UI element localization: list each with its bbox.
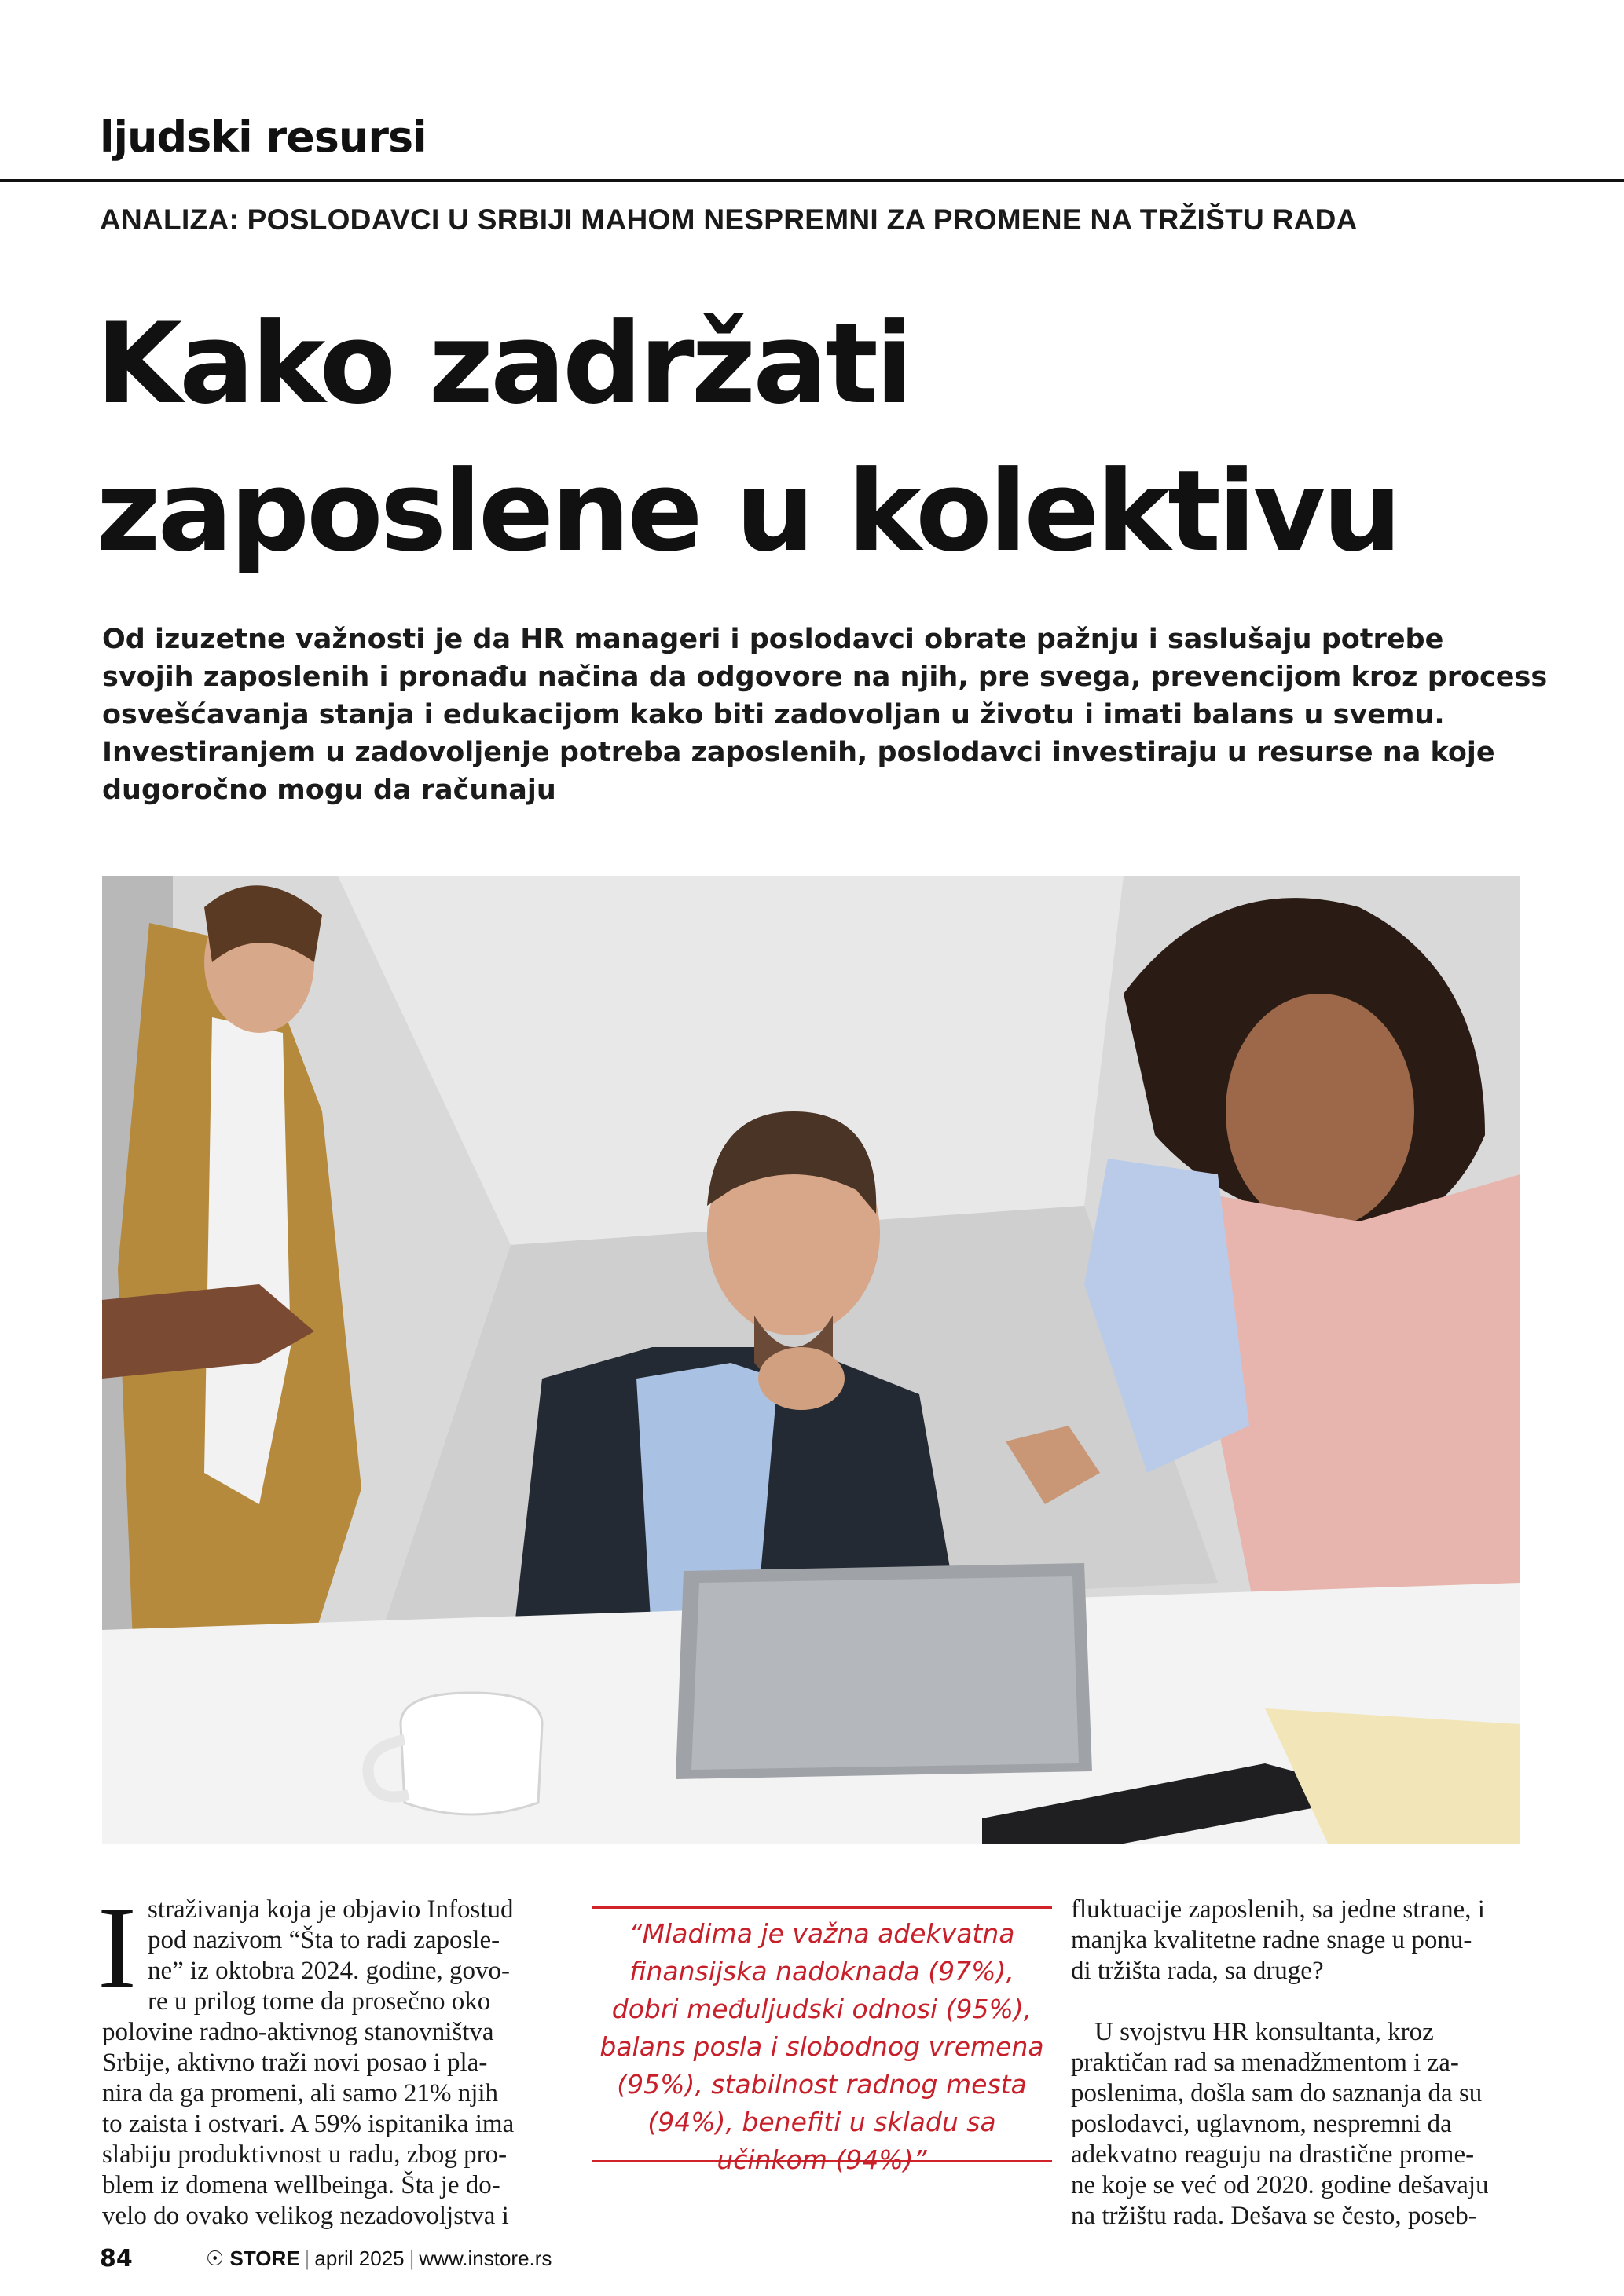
quote-line: (94%), benefiti u skladu sa bbox=[647, 2107, 996, 2137]
body-line: praktičan rad sa menadžmentom i za- bbox=[1071, 2049, 1459, 2077]
quote-line: “Mladima je važna adekvatna bbox=[629, 1918, 1015, 1949]
footer-info bbox=[206, 2247, 552, 2271]
kicker: ANALIZA: POSLODAVCI U SRBIJI MAHOM NESPREMNI ZA PROMENE NA TRŽIŠTU RADA bbox=[100, 203, 1358, 236]
quote-line: učinkom (94%)” bbox=[717, 2144, 927, 2175]
paragraph-gap bbox=[1071, 1987, 1534, 2017]
quote-line: finansijska nadoknada (97%), bbox=[629, 1956, 1014, 1987]
footer-separator: | bbox=[409, 2247, 415, 2270]
body-line: ne koje se već od 2020. godine dešavaju bbox=[1071, 2171, 1489, 2199]
quote-line: (95%), stabilnost radnog mesta bbox=[617, 2069, 1027, 2100]
body-line: velo do ovako velikog nezadovoljstva i bbox=[102, 2202, 509, 2230]
headline-line: zaposlene u kolektivu bbox=[96, 447, 1399, 577]
dropcap-indented-text bbox=[102, 1895, 581, 2017]
page-number: 84 bbox=[100, 2245, 133, 2272]
pull-quote bbox=[592, 1915, 1052, 2179]
section-label: ljudski resursi bbox=[100, 112, 427, 162]
lead-line: Investiranjem u zadovoljenje potreba zaposlenih, poslodavci investiraju u resurse na koje bbox=[102, 737, 1495, 768]
footer-separator: | bbox=[304, 2247, 310, 2270]
lead-line: osvešćavanja stanja i edukacijom kako biti zadovoljan u životu i imati balans u svemu. bbox=[102, 699, 1445, 731]
body-line: blem iz domena wellbeinga. Šta je do- bbox=[102, 2171, 500, 2199]
body-line: poslenima, došla sam do saznanja da su bbox=[1071, 2079, 1483, 2107]
lead-line: dugoročno mogu da računaju bbox=[102, 774, 556, 806]
brand-name: STORE bbox=[229, 2247, 300, 2270]
body-line: pod nazivom “Šta to radi zaposle- bbox=[148, 1926, 500, 1954]
body-line: slabiju produktivnost u radu, zbog pro- bbox=[102, 2140, 508, 2169]
body-column-1 bbox=[102, 1895, 581, 2232]
body-line: re u prilog tome da prosečno oko bbox=[148, 1987, 491, 2016]
body-line: polovine radno-aktivnog stanovništva bbox=[102, 2018, 494, 2046]
body-line: fluktuacije zaposlenih, sa jedne strane, i bbox=[1071, 1895, 1485, 1924]
body-line: to zaista i ostvari. A 59% ispitanika ima bbox=[102, 2110, 515, 2138]
body-line: manjka kvalitetne radne snage u ponu- bbox=[1071, 1926, 1472, 1954]
top-rule bbox=[0, 179, 1624, 182]
lead-line: svojih zaposlenih i pronađu načina da odgovore na njih, pre svega, prevencijom kroz process bbox=[102, 661, 1548, 693]
headline bbox=[96, 291, 1573, 586]
body-line: straživanja koja je objavio Infostud bbox=[148, 1895, 514, 1924]
body-line: Srbije, aktivno traži novi posao i pla- bbox=[102, 2049, 488, 2077]
lead-paragraph bbox=[102, 621, 1548, 809]
body-column-3 bbox=[1071, 1895, 1534, 2232]
body-line: na tržištu rada. Dešava se često, poseb- bbox=[1071, 2202, 1477, 2230]
quote-line: dobri međuljudski odnosi (95%), bbox=[611, 1994, 1032, 2024]
headline-line: Kako zadržati bbox=[96, 299, 911, 429]
body-line: ne” iz oktobra 2024. godine, govo- bbox=[148, 1957, 510, 1985]
body-line: poslodavci, uglavnom, nespremni da bbox=[1071, 2110, 1452, 2138]
lead-line: Od izuzetne važnosti je da HR manageri i poslodavci obrate pažnju i saslušaju potrebe bbox=[102, 624, 1444, 655]
body-line: adekvatno reaguju na drastične prome- bbox=[1071, 2140, 1475, 2169]
article-photo bbox=[102, 876, 1520, 1844]
quote-line: balans posla i slobodnog vremena bbox=[599, 2031, 1044, 2062]
drop-cap: I bbox=[97, 1883, 137, 2013]
body-line: di tržišta rada, sa druge? bbox=[1071, 1957, 1324, 1985]
website-link[interactable]: www.instore.rs bbox=[419, 2247, 552, 2270]
issue-date: april 2025 bbox=[314, 2247, 405, 2270]
brand-logo-icon: ☉ bbox=[206, 2247, 225, 2270]
body-line: U svojstvu HR konsultanta, kroz bbox=[1094, 2018, 1434, 2046]
body-line: nira da ga promeni, ali samo 21% njih bbox=[102, 2079, 499, 2107]
